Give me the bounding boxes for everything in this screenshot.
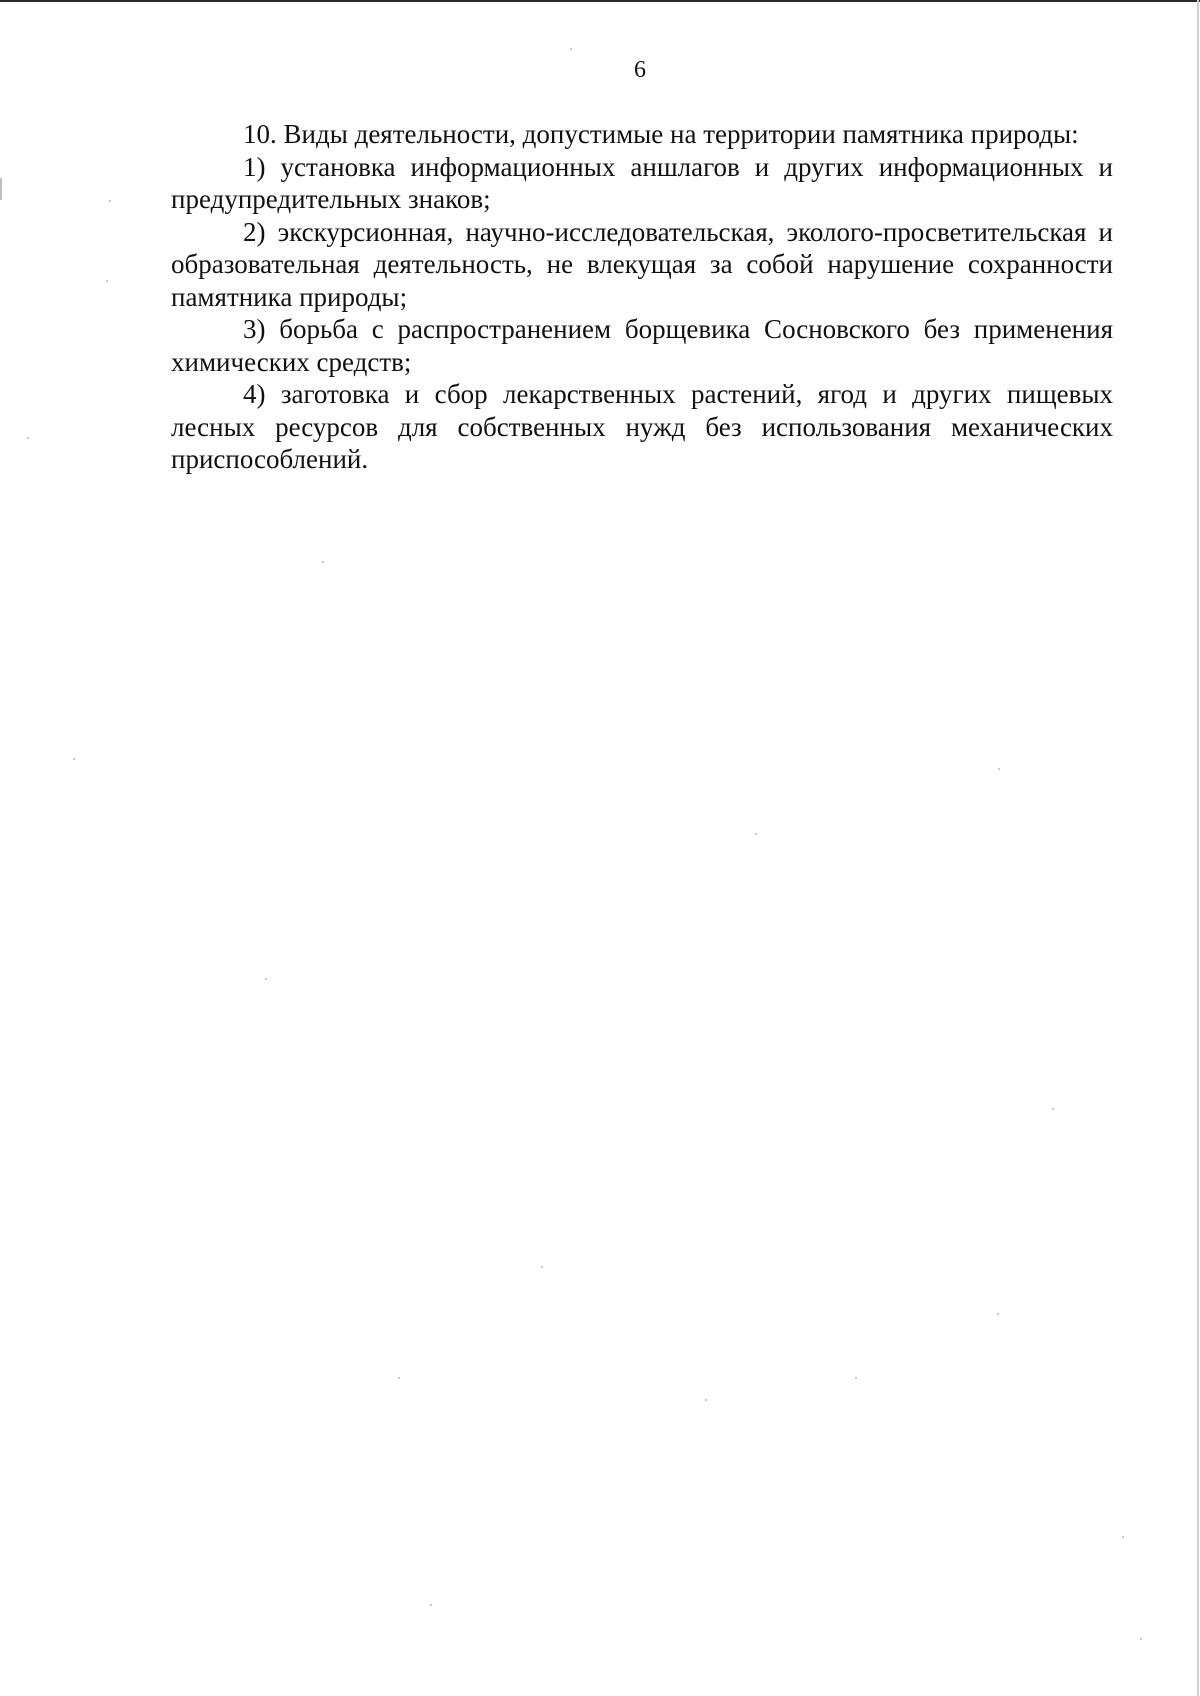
scan-left-mark — [0, 178, 2, 200]
scan-speck — [430, 1604, 432, 1606]
scan-speck — [1122, 1536, 1124, 1538]
scan-speck — [705, 1399, 707, 1401]
scan-speck — [541, 1266, 543, 1268]
list-item-2: 2) экскурсионная, научно-исследовательская, эколого-просветительская и образовательная деятельность, не влекущая за собой нарушение сохранности памятника природы; — [171, 216, 1113, 312]
scan-speck — [265, 978, 267, 980]
paragraph-permitted-activities: 10. Виды деятельности, допустимые на территории памятника природы: — [243, 119, 1079, 149]
scan-speck — [998, 768, 1000, 770]
scan-top-edge — [0, 0, 1200, 2]
scan-speck — [109, 200, 111, 202]
scan-speck — [570, 48, 572, 50]
list-item-3: 3) борьба с распространением борщевика Сосновского без применения химических средств; — [171, 314, 1113, 377]
scan-speck — [27, 437, 29, 439]
scan-speck — [1140, 1638, 1142, 1640]
scan-speck — [855, 1377, 857, 1379]
scan-speck — [322, 561, 324, 563]
document-body — [171, 118, 1113, 476]
scan-speck — [73, 758, 75, 760]
scan-speck — [398, 1377, 400, 1379]
list-item-1: 1) установка информационных аншлагов и других информационных и предупредительных знаков; — [171, 151, 1113, 214]
scan-speck — [106, 280, 108, 282]
page-number: 6 — [634, 57, 646, 83]
scan-right-edge — [1197, 0, 1199, 1696]
scan-speck — [1052, 1108, 1054, 1110]
scan-speck — [997, 1313, 999, 1315]
list-item-4: 4) заготовка и сбор лекарственных растений, ягод и других пищевых лесных ресурсов для собственных нужд без использования механических приспособлений. — [171, 379, 1113, 474]
scan-speck — [755, 833, 757, 835]
